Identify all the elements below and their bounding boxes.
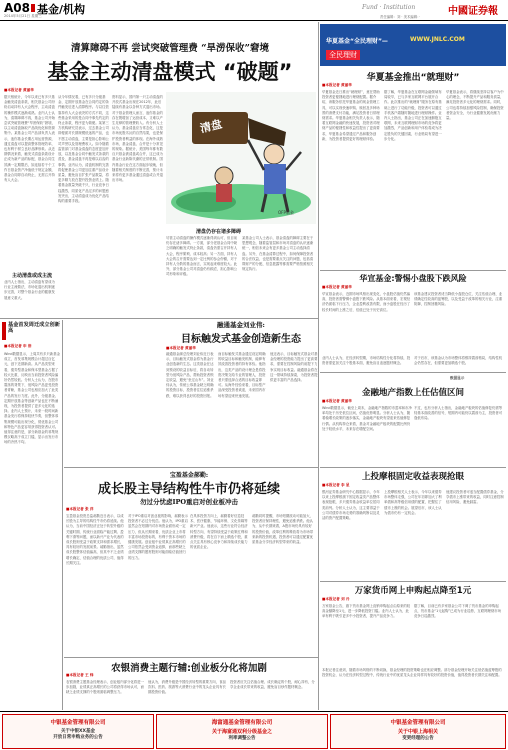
lead-subhead-2: 清盘仍存在诸多障碍 <box>196 229 242 235</box>
page-number: A08 <box>4 1 30 15</box>
data-news-byline: ■本报记者 黄丽华 <box>322 399 352 403</box>
bottom-ad-3-line3: 变更经理的公告 <box>402 736 434 741</box>
divider-growth-top <box>64 467 318 468</box>
bottom-ad-3[interactable] <box>330 714 506 749</box>
bottom-ad-2-line2: 关于海富通双利分级基金之 <box>211 729 272 735</box>
right-col-1a: 华夏基金近日推出“就理财”，意在帮助投资者更便捷地进行理财配置。据介绍，该服务依托华夏基金的现金管理工具，可以实现快速申购、赎回及多种场景的消费支付功能，满足投资者日常理财需求。华夏基金相关负责人表示，随着互联网金融的快速发展，投资者对理财产品的便捷性和收益性提出了更高要求，华夏基金希望通过产品和服务创新，为投资者提供更好的理财体验。 <box>322 90 380 141</box>
wan-col-1: 万家基金公告，旗下货币基金网上直销申购起点由原来的较高金额降至1元，进一步降低投资门槛。业内人士认为，此举有利于吸引更多中小投资者，提升产品竞争力。 <box>322 604 411 619</box>
divider-nong-top <box>64 657 318 658</box>
lead-subhead-1: 主动清盘或成主流 <box>12 273 53 279</box>
data-news-label: 数据显示 <box>450 376 465 380</box>
section-marker <box>31 4 35 12</box>
data-news-col-2: 不过，也有分析人士指出，金融地产板块的估值修复仍需等待基本面改善的信号，短期内可能仍以震荡为主，投资者可逢低布局。 <box>414 406 503 421</box>
header-rule <box>0 20 508 21</box>
divider-right-4 <box>320 581 506 582</box>
divider-right-1 <box>320 270 506 271</box>
right-col-3b: 对于后市，该基金认为市场整体将维持震荡格局，结构性机会仍然存在，但需要更加精选个股。 <box>414 356 503 366</box>
banner-ad-url: WWW.JNLC.COM <box>410 36 465 43</box>
ipo-title: 上投摩根固定收益表现抢眼 <box>361 472 464 482</box>
ipo-col-1: 银河证券基金研究中心数据显示，今年以来上投摩根旗下固定收益类产品整体表现抢眼，多只债券基金收益率位居同类前列。分析人士认为，这主要得益于公司对债券市场走势的准确判断以及灵活的资产配置策略。 <box>322 490 380 521</box>
date-line: 2014年5月21日 星期三 <box>4 14 42 18</box>
cartoon-drawing <box>166 92 316 224</box>
mid-col-3: 他还表示，目标触发式基金对基金经理的投资能力提出了更高要求，需要在控制风险的前提下力争实现目标收益。融通基金将在这一领域持续探索，为投资者提供更丰富的产品选择。 <box>270 352 318 383</box>
lead-title: 基金主动清盘模式 “破题” <box>47 60 293 84</box>
right-col-3a: 业内人士认为，在经济转型期，市场结构性分化将持续，投资者需更加关注个股基本面，避免盲目追逐题材概念。 <box>322 356 411 366</box>
left-box-marker <box>2 322 6 340</box>
bottom-ad-1-line1: 中银基金管理有限公司 <box>50 720 106 726</box>
divider-right-3 <box>320 467 506 468</box>
growth-subtitle: 勿过分忧虑IPO重启对创业板冲击 <box>139 498 239 506</box>
lead-kicker: 清算障碍不再 尝试突破管理费 “旱涝保收”窘境 <box>70 43 270 54</box>
wan-byline: ■本报记者 刘 丹 <box>322 597 350 601</box>
ipo-byline: ■本报记者 李 星 <box>322 483 350 487</box>
page-header <box>0 0 508 20</box>
growth-col-3: 在具体投资方向上，郝勤看好信息技术、医疗健康、节能环保、文化传媒等新兴产业。他表示，这些行业符合经济转型方向，有望持续受益于政策红利和消费升级，将在自下而上精选个股，重点关注具有核心竞争力和持续成长能力的优质企业。 <box>190 514 248 550</box>
bottom-ad-2-line1: 海富通基金管理有限公司 <box>211 720 273 726</box>
nong-title: 农银消费主题行辅:创业板分化将加剧 <box>111 663 267 674</box>
wan-col-2: 据了解，目前已有多家基金公司下调了货币基金的申购起点，货币基金“1元起购”已成为行业趋势，互联网理财市场竞争日趋激烈。 <box>414 604 502 619</box>
bottom-ad-3-line2: 关于中银上海相关 <box>397 729 438 735</box>
lead-col-3: 资料显示，国内第一只主动清盘的开放式基金出现在2012年，此后陆续有基金以各种方式退出市场。对于基金管理人而言，迷你基金的存在既增加了运营成本，又难以产生足够的管理费收入。有分析人士认为，基金清盘应当常态化，这是市场优胜劣汰的自然结果，也是保护投资者利益的体现。在海外成熟市场，基金清盘、合并是十分常见的现象。据统计，美国每年都有数百只基金被清盘或合并，这已成为基金行业新陈代谢的正常机制。国内基金行业在这方面起步较晚，但随着相关制度的不断完善，预计未来将有更多基金通过清盘或合并退出市场。 <box>112 95 163 183</box>
right-col-1b: 据了解，华夏基金在互联网金融领域布局较早，已与多家互联网平台展开合作。此次推出的“就理财”服务在原有基础上进行了功能升级，投资者可以通过手机客户端随时随地进行理财操作。业内人士指出，基金公司正在加速拥抱互联网，未来互联网理财市场的竞争将更加激烈，产品创新和用户体验将成为决定胜负的关键因素，行业格局有望进一步分化。 <box>384 90 442 141</box>
divider-right-2 <box>320 372 506 373</box>
right-title-2: 华宣基金:警惕小盘股下跌风险 <box>359 274 467 283</box>
growth-col-4: 郝勤同时提醒，市场短期波动可能加大，投资者应保持理性，避免追涨杀跌。他认为，从中长期来看，A股市场仍具有较好的投资价值，改革红利的释放将为市场带来新的投资机遇，投资者可以通过配置优质基金分享经济转型带来的收益。 <box>252 514 314 545</box>
banner-ad-tag: 全民理财 <box>326 50 360 60</box>
nong-byline: ■本报记者 王 炜 <box>66 673 94 677</box>
brand: 中國证券報 <box>448 6 498 17</box>
bottom-ad-1-line3: 开放日常申购业务的公告 <box>53 735 103 740</box>
cartoon-sub-label: OFP基金 <box>278 210 294 215</box>
nong-col-1: 农银消费主题基金经理表示，创业板内部分化将进一步加剧，业绩真正高增长的公司将获得市场认可，而缺乏业绩支撑的个股则面临调整压力。 <box>66 680 144 695</box>
bottom-ad-1-line2: 关于中银XX基金 <box>61 729 95 734</box>
banner-ad-title: 华夏基金“全民理财”— <box>326 38 388 45</box>
divider-bottom-ads <box>0 711 508 712</box>
lead-col-5: 某基金公司人士表示，基金清盘的障碍主要在于思想观念，随着监管层和市场对清盘的认识逐渐统一，相信未来会有更多基金公司主动选择清盘。另外，在基金清算过程中，如何保障投资者的合法权益，也是需要重点关注的问题，包括清算财产的分配、信息披露等都需要严格按照相关规定执行。 <box>242 236 314 272</box>
right-byline-1: ■本报记者 黄丽华 <box>322 83 352 87</box>
growth-col-1: 宝盈基金投资总监郝勤近日表示，以成长股为主导的结构性牛市仍将延续。他认为，当前中国经济正处于转型升级的关键时期，传统行业面临产能过剩、盈利下滑等问题，而以新兴产业为代表的成长股则受益于政策支持和需求增长，具有较好的发展前景。郝勤指出，虽然成长股整体估值偏高，但其中不乏业绩增长确定、估值合理的优质公司，值得长期关注。 <box>66 514 124 565</box>
bottom-ad-2[interactable] <box>156 714 328 749</box>
lead-col-1b: 业内人士指出，主动清盘有望成为行业主流做法，市场化退出机制逐步完善，对整个基金行业的健康发展意义重大。 <box>4 280 55 300</box>
data-news-title: 金融地产指数上任估值区间 <box>361 388 464 398</box>
editor-line: 责任编辑：刘 · 美术编辑：· <box>380 15 420 19</box>
bottom-ad-1[interactable] <box>2 714 154 749</box>
section-name: 基金/机构 <box>37 3 86 16</box>
right-col-1c: 华夏基金表示，将继续坚持以客户为中心的理念，不断提升产品和服务质量，满足投资者多元化的理财需求。同时，公司也将持续加强风险控制，确保投资者资金安全，为行业健康发展贡献力量。 <box>446 90 504 121</box>
wan-title: 万家货币网上申购起点降至1元 <box>354 586 472 596</box>
ipo-col-3: 他建议投资者可适当配置债券基金，分享债市上涨带来的收益，同时注意控制信用风险，避免踩雷。 <box>446 490 504 505</box>
left-box-text: Wind数据显示，上周共有多只新基金成立，首发募集规模合计超过百亿元，创下近期新高。从产品类型来看，债券型基金和保本型基金占据了较大比重，反映出当前投资者风险偏好仍然较低。分析人士认为，在股市震荡的背景下，低风险产品更受投资者青睐，基金公司也相应加大了此类产品的发行力度。此外，分级基金、定期开放基金等创新产品也在不断涌现，为投资者提供了更多元化的选择。业内人士预计，未来一段时间新基金发行将保持较快节奏，但整体募集规模可能出现分化，绩优基金公司和特色产品更容易获得投资者认可。值得注意的是，部分新基金的募集规模仅略高于成立门槛，显示出发行市场的冷热不均。 <box>4 352 60 445</box>
bottom-ad-3-line1: 中银基金管理有限公司 <box>390 720 446 726</box>
right-byline-2: ■本报记者 黄丽华 <box>322 285 352 289</box>
divider-left-box <box>62 320 63 710</box>
data-news-col-1: Wind数据显示，截至上周末，金融地产指数的市盈率和市净率均处于历史低位区间，估值优势明显。分析人士认为，随着稳增长政策的逐步落实，金融地产板块有望迎来估值修复行情。从机构持仓来看，基金对金融地产板块的配置比例仍处于较低水平，未来存在增配空间。 <box>322 406 412 431</box>
left-box-title: 基金首发周迁成立创新高 <box>8 322 60 334</box>
tagline: Fund · Institution <box>362 4 416 11</box>
right-col-2b: 该基金建议投资者适当降低小盘股仓位，关注估值合理、业绩确定性较高的蓝筹股，以及受益于改革的相关行业，注重防御，控制回撤风险。 <box>414 292 503 307</box>
mid-col-2: 而目标触发式基金通过设定明确的收益目标和触发机制，能够有效改善投资者的持有体验。他指出，这类产品的设计理念是将投资决策交给专业的管理人，投资者只需选择合适的目标收益即可。从海外经验来看，目标型产品深受投资者欢迎，未来国内市场有望迎来快速发展。 <box>218 352 266 398</box>
left-box <box>2 322 62 662</box>
mid-byline: ■本报记者 黄丽华 <box>166 346 196 350</box>
lead-col-2: 从今年情况看，已有多只分级基金、定期开放基金在合同约定的条件触发后进入清算程序。与以往依靠持有人大会表决的方式不同，这些基金采用的是合同中事先约定的终止条款，程序更为简便。某第三方机构研究员表示，过去基金公司即便面对长期规模低迷的产品，也不愿主动清盘，主要是担心影响公司声誉以及管理费收入。如今随着监管部门对基金清盘的态度更加开放，以及基金合同中触发式条款的普及，基金清盘不再是难以启齿的事情。业内认为，清盘机制的完善将促使基金公司更加注重产品设计质量，避免盲目扩张产品数量，将更多精力放在提升投资业绩上。随着基金数量突破千只，行业竞争日趋激烈，同质化产品过多的问题愈发突出，主动清盘成为优化产品结构的重要手段。 <box>58 95 109 204</box>
right-banner-ad[interactable] <box>320 24 506 66</box>
ipo-col-2: 上投摩根相关人士表示，今年以来债券市场整体走强，公司在年初即加大了利率债和高等级信用债的配置，把握住了债市上涨的机会。展望后市，该人士认为债市仍有一定机会。 <box>384 490 442 515</box>
mid-col-1: 融通基金副总经理刘业伟近日表示，目标触发式基金将为基金行业创造新的生态。这类基金在达到预设的收益目标后，将自动转型为低风险产品，帮助投资者锁定收益，避免“坐过山车”。刘业伟认为，传统公募基金缺乏明确的投资目标，投资者往往追涨杀跌，难以获得良好的投资回报。 <box>166 352 214 398</box>
divider-lead-right <box>318 22 319 710</box>
cartoon-label: 清盘 <box>198 117 224 136</box>
divider-lead-bottom <box>0 318 318 319</box>
nong-col-2: 他认为，消费升级是中国经济转型的重要方向，食品饮料、医药、旅游等大消费行业中的龙头企业具有长期投资价值。 <box>148 680 226 695</box>
growth-kicker: 宝盈基金郝勤: <box>169 472 209 479</box>
lead-col-4: 尽管主动清盘的操作模式逐渐得到认可，但目前仍存在诸多障碍。一方面，部分老基金合同中缺乏明确的触发式终止条款，清盘仍需召开持有人大会，程序繁琐、成本较高；另一方面，持有人大会的召开需要达到一定比例的参会份额，对于持有人分散的基金而言，实现起来难度较大。此外，部分基金公司对清盘仍有顾虑，担心影响公司形象和评级。 <box>166 236 238 277</box>
growth-title: 成长股主导结构性牛市仍将延续 <box>97 482 280 497</box>
mid-title: 目标触发式基金创造新生态 <box>181 334 301 345</box>
right-col-2a: 华宣基金表示，近期市场风格出现变化，小盘股估值仍然偏高，投资者需警惕小盘股下跌风险。从基本面来看，宏观经济仍面临下行压力，企业盈利改善有限，而小盘股在经历了较长时间的上涨之后，估值已处于历史高位。 <box>322 292 411 312</box>
growth-byline: ■本报记者 张 洋 <box>66 507 94 511</box>
right-bottom-col: 本报记者注意到，随着市场风格的不断切换，基金经理的投资策略也在相应调整。部分基金经理开始关注低估值蓝筹股的投资机会，认为在经济转型过程中，传统行业中的优质龙头企业同样具有较好的投资价值，值得投资者长期关注和配置。 <box>322 668 502 678</box>
growth-col-2: 对于IPO重启对创业板的影响，郝勤表示投资者不必过分忧虑。他认为，IPO重启虽然会在短期内对市场资金面形成一定压力，但从长期来看，优质企业上市将丰富市场投资标的，有利于资本市场的健康发展。创业板中业绩真正高增长的公司依然会受到资金追捧，而那些缺乏业绩支撑的题材股则可能面临估值回归的压力。 <box>128 514 188 560</box>
mid-kicker: 融通基金刘业伟: <box>217 321 265 329</box>
cartoon-illustration <box>166 92 316 224</box>
bottom-ad-2-line3: 利率调整公告 <box>228 736 256 741</box>
nong-col-3: 投资者应关注估值合理、成长确定的个股，耐心持有，分享企业成长带来的收益，避免盲目炒作题材概念。 <box>230 680 315 690</box>
left-box-byline: ■本报记者 申 浩 <box>4 344 32 348</box>
right-title-1: 华夏基金推出“就理财” <box>366 73 460 83</box>
lead-col-1: 据天相统计，今年以来已有多只基金触发清盘条款，相关基金公司纷纷启动持有人大会程序，主动清盘的操作模式逐渐成熟。业内人士认为，清算障碍不再，基金公司开始尝试突破管理费“旱涝保收”窘境，以主动清盘换取产品线优化和资源集中。某基金公司产品部负责人表示，迷你基金长期占用运营资源，通过清盘可以提高整体管理效率，也有利于树立良好品牌形象。从近期情况来看，触发式清盘条款设计正成为新产品的标配，基金合同生效满一定期限后，如连续若干个工作日基金资产净值低于规定金额，基金合同即自动终止，无需召开持有人大会。 <box>4 95 55 183</box>
lead-byline: ■本报记者 黄丽华 <box>4 88 34 92</box>
